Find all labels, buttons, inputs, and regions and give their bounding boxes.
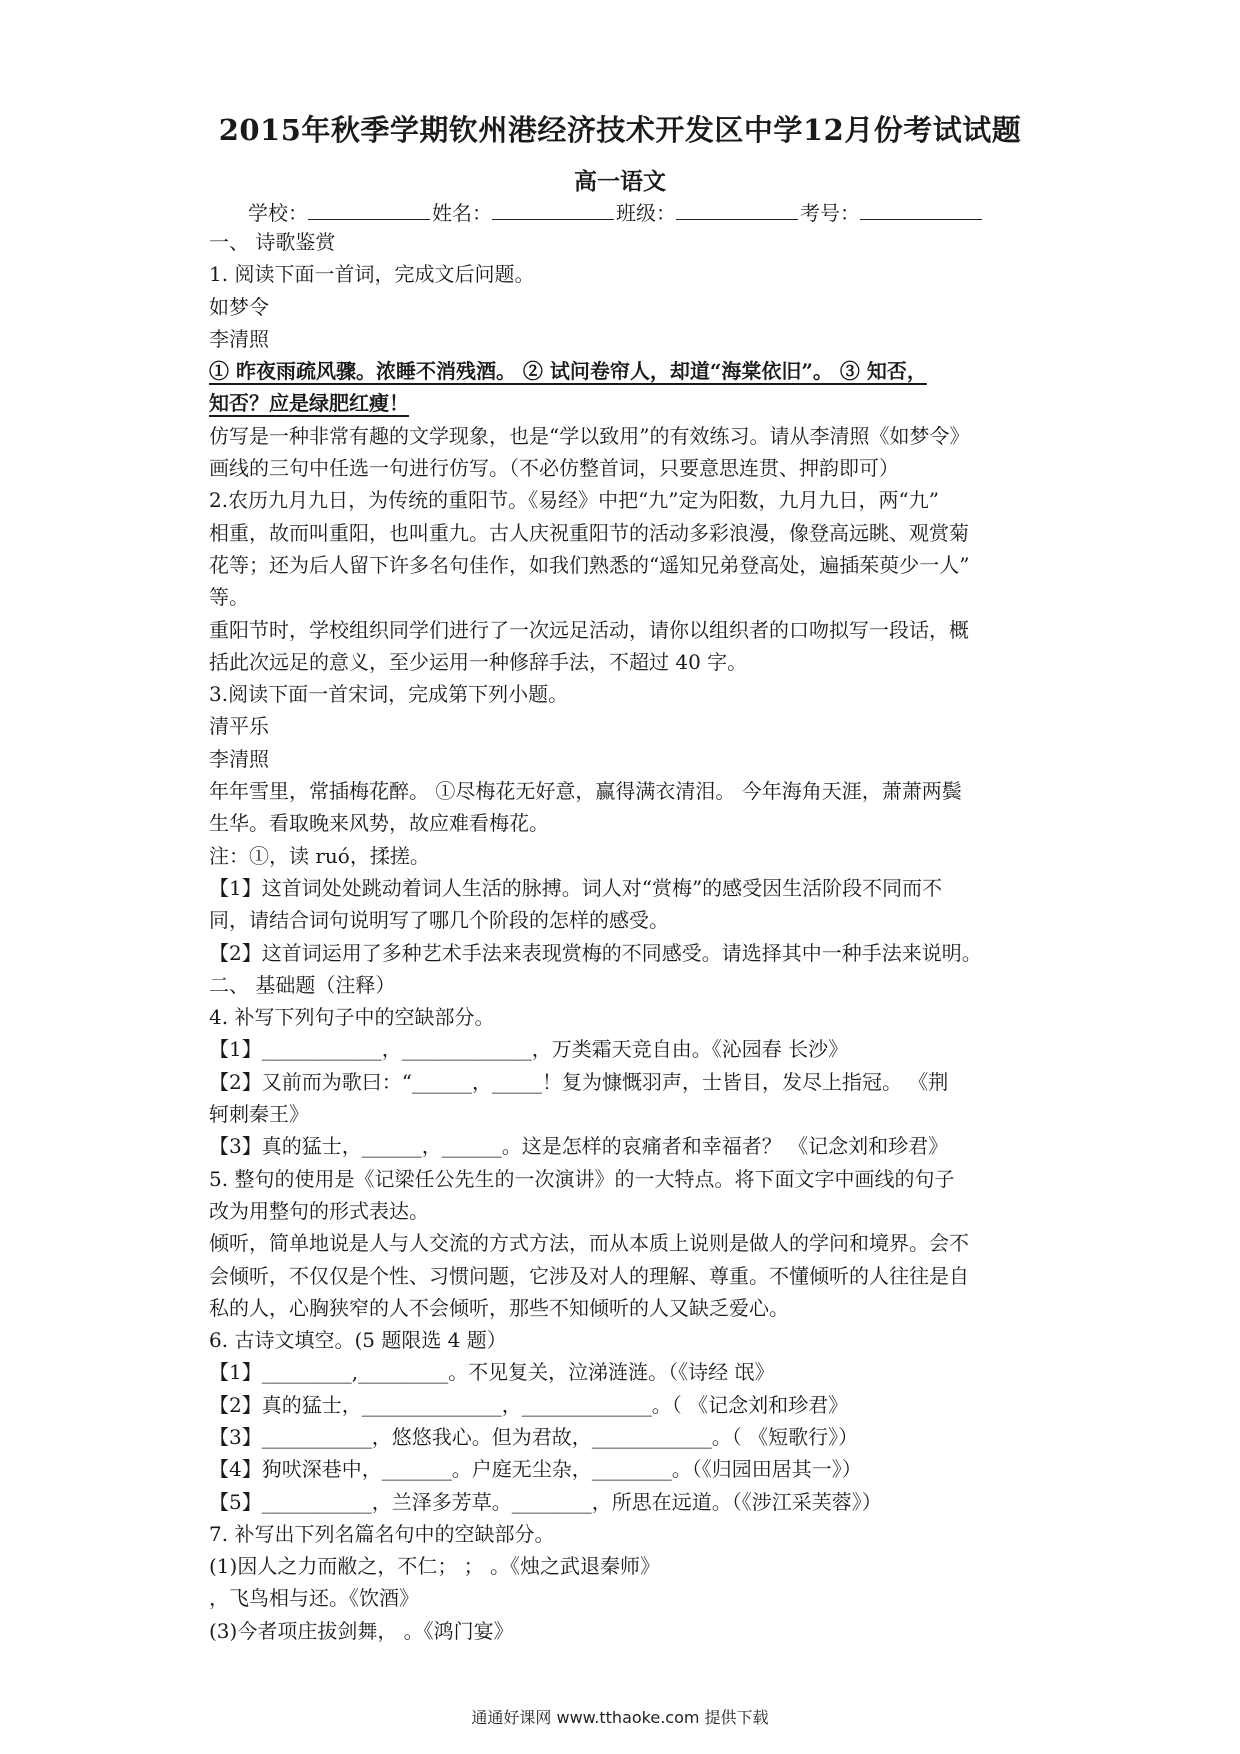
question-line: 6. 古诗文填空。(5 题限选 4 题） (209, 1328, 507, 1353)
text-line: 括此次远足的意义，至少运用一种修辞手法，不超过 40 字。 (209, 649, 748, 674)
school-label: 学校： (248, 201, 308, 225)
question-line: 5. 整句的使用是《记梁任公先生的一次演讲》的一大特点。将下面文字中画线的句子 (209, 1166, 955, 1191)
question-line: 7. 补写出下列名篇名句中的空缺部分。 (209, 1521, 555, 1546)
exam-title: 2015年秋季学期钦州港经济技术开发区中学12月份考试试题 (218, 113, 1022, 147)
name-label: 姓名： (432, 201, 492, 225)
question-line: 1. 阅读下面一首词，完成文后问题。 (209, 262, 535, 287)
question-line: 2.农历九月九日，为传统的重阳节。《易经》中把“九”定为阳数，九月九日，两“九” (209, 488, 939, 513)
footer-credit: 通通好课网 www.tthaoke.com 提供下载 (471, 1708, 769, 1727)
class-label: 班级： (616, 201, 676, 225)
text-line: 相重，故而叫重阳，也叫重九。古人庆祝重阳节的活动多彩浪漫，像登高远眺、观赏菊 (209, 520, 969, 545)
name-blank[interactable] (492, 201, 614, 220)
poem-title: 清平乐 (209, 714, 269, 739)
fill-blank-line: 【1】_________,_________。不见复关，泣涕涟涟。（《诗经 氓》 (209, 1360, 775, 1385)
student-info-row (248, 197, 984, 226)
school-blank[interactable] (308, 201, 430, 220)
question-line: 3.阅读下面一首宋词，完成第下列小题。 (209, 682, 569, 707)
sub-question: 【1】这首词处处跳动着词人生活的脉搏。词人对“赏梅”的感受因生活阶段不同而不 (209, 875, 943, 900)
section-heading: 一、 诗歌鉴赏 (209, 230, 336, 254)
fill-blank-line: (1)因人之力而敝之，不仁； ； 。《烛之武退秦师》 (209, 1554, 661, 1579)
poem-text-underlined (209, 387, 1039, 419)
fill-blank-line: 【2】又前而为歌曰：“______，_____！复为慷慨羽声，士皆目，发尽上指冠。 《荆 (209, 1069, 949, 1094)
text-line: 轲刺秦王》 (209, 1102, 309, 1127)
sub-question: 【2】这首词运用了多种艺术手法来表现赏梅的不同感受。请选择其中一种手法来说明。 (209, 940, 982, 965)
fill-blank-line: (3)今者项庄拔剑舞， 。《鸿门宴》 (209, 1618, 514, 1643)
text-line: 改为用整句的形式表达。 (209, 1198, 429, 1223)
poem-author: 李清照 (209, 326, 269, 351)
text-line: 私的人，心胸狭窄的人不会倾听，那些不知倾听的人又缺乏爱心。 (209, 1295, 789, 1320)
underlined-text: ① 昨夜雨疏风骤。浓睡不消残酒。 ② 试问卷帘人，却道“海棠依旧”。 ③ 知否， (209, 359, 927, 384)
text-line: 仿写是一种非常有趣的文学现象，也是“学以致用”的有效练习。请从李清照《如梦令》 (209, 423, 970, 448)
question-line: 4. 补写下列句子中的空缺部分。 (209, 1005, 495, 1030)
fill-blank-line: ，飞鸟相与还。《饮酒》 (209, 1586, 419, 1611)
underlined-text: 知否？应是绿肥红瘦！ (209, 391, 409, 416)
poem-title: 如梦令 (209, 294, 269, 319)
exam-content (209, 226, 1039, 1647)
class-blank[interactable] (676, 201, 798, 220)
text-line: 等。 (209, 585, 249, 610)
exam-subtitle: 高一语文 (574, 168, 666, 195)
fill-blank-line: 【4】狗吠深巷中，_______。户庭无尘杂，________。（《归园田居其一》） (209, 1457, 862, 1482)
poem-author: 李清照 (209, 746, 269, 771)
fill-blank-line: 【5】___________，兰泽多芳草。________，所思在远道。（《涉江采芙蓉》） (209, 1489, 882, 1514)
fill-blank-line: 【3】真的猛士，______，______。这是怎样的哀痛者和幸福者？ 《记念刘和珍君》 (209, 1134, 949, 1159)
text-line: 花等；还为后人留下许多名句佳作，如我们熟悉的“遥知兄弟登高处，遍插茱萸少一人” (209, 552, 970, 577)
text-line: 同，请结合词句说明写了哪几个阶段的怎样的感受。 (209, 908, 669, 933)
exam-number-blank[interactable] (860, 201, 982, 220)
poem-note: 注：①，读 ruó，揉搓。 (209, 843, 430, 868)
fill-blank-line: 【2】真的猛士，______________，_____________。（ 《记念刘和珍君》 (209, 1392, 849, 1417)
poem-text: 生华。看取晚来风势，故应难看梅花。 (209, 811, 549, 836)
section-heading: 二、 基础题（注释） (209, 972, 396, 997)
exam-number-label: 考号： (800, 201, 860, 225)
fill-blank-line: 【1】____________，_____________，万类霜天竞自由。《沁园春 长沙》 (209, 1037, 849, 1062)
poem-text-underlined (209, 355, 1039, 387)
text-line: 倾听，简单地说是人与人交流的方式方法，而从本质上说则是做人的学问和境界。会不 (209, 1231, 969, 1256)
text-line: 会倾听，不仅仅是个性、习惯问题，它涉及对人的理解、尊重。不懂倾听的人往往是自 (209, 1263, 969, 1288)
fill-blank-line: 【3】___________，悠悠我心。但为君故，____________。（ 《短歌行》） (209, 1424, 859, 1449)
poem-text: 年年雪里，常插梅花醉。 ①尽梅花无好意，赢得满衣清泪。 今年海角天涯，萧萧两鬓 (209, 779, 962, 804)
text-line: 画线的三句中任选一句进行仿写。（不必仿整首词，只要意思连贯、押韵即可） (209, 456, 899, 481)
text-line: 重阳节时，学校组织同学们进行了一次远足活动，请你以组织者的口吻拟写一段话，概 (209, 617, 969, 642)
